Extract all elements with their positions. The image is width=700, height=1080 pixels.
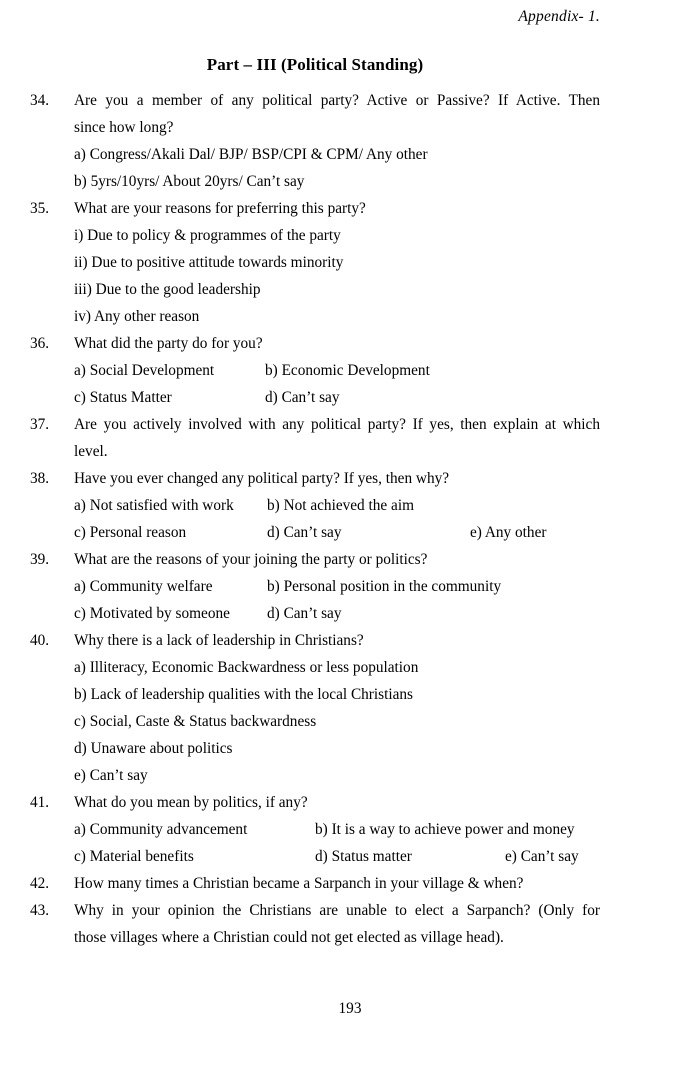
option-item: i) Due to policy & programmes of the party (74, 227, 341, 244)
question-number: 42. (30, 875, 50, 892)
question-number: 37. (30, 416, 50, 433)
option-row (30, 843, 600, 870)
question-text: What did the party do for you? (74, 335, 263, 352)
question-text: level. (74, 443, 108, 460)
option-row (30, 681, 600, 708)
option-row (30, 762, 600, 789)
question-number: 34. (30, 92, 50, 109)
page-number: 193 (338, 1000, 362, 1017)
question-number: 38. (30, 470, 50, 487)
option-row (30, 708, 600, 735)
question-line (30, 195, 600, 222)
question-text: Are you a member of any political party? Active or Passive? If Active. Then (74, 92, 600, 109)
question-line (30, 114, 600, 141)
question-line (30, 546, 600, 573)
question-line (30, 897, 600, 924)
question-text: Are you actively involved with any political party? If yes, then explain at which (74, 416, 600, 433)
question-line (30, 438, 600, 465)
option-item: b) Personal position in the community (267, 578, 502, 595)
option-row (30, 492, 600, 519)
option-row (30, 168, 600, 195)
question-text: those villages where a Christian could not get elected as village head). (74, 929, 504, 946)
option-item: iv) Any other reason (74, 308, 200, 325)
page-title: Part – III (Political Standing) (206, 55, 424, 74)
option-item: b) 5yrs/10yrs/ About 20yrs/ Can’t say (74, 173, 305, 190)
option-row (30, 141, 600, 168)
option-item: a) Community advancement (74, 821, 248, 838)
option-item: b) Not achieved the aim (267, 497, 414, 514)
option-row (30, 573, 600, 600)
option-item: iii) Due to the good leadership (74, 281, 261, 298)
option-row (30, 519, 600, 546)
option-item: a) Not satisfied with work (74, 497, 234, 514)
option-item: d) Unaware about politics (74, 740, 233, 757)
option-item: a) Community welfare (74, 578, 213, 595)
option-row (30, 384, 600, 411)
option-row (30, 222, 600, 249)
question-text: What are the reasons of your joining the party or politics? (74, 551, 428, 568)
question-text: Why there is a lack of leadership in Christians? (74, 632, 364, 649)
question-line (30, 870, 600, 897)
option-row (30, 600, 600, 627)
option-item: d) Can’t say (265, 389, 340, 406)
option-item: b) Economic Development (265, 362, 430, 379)
question-text: What do you mean by politics, if any? (74, 794, 308, 811)
question-number: 41. (30, 794, 50, 811)
option-row (30, 816, 600, 843)
option-item: d) Can’t say (267, 605, 342, 622)
option-item: c) Social, Caste & Status backwardness (74, 713, 317, 730)
option-item: d) Status matter (315, 848, 412, 865)
option-item: d) Can’t say (267, 524, 342, 541)
option-item: a) Congress/Akali Dal/ BJP/ BSP/CPI & CPM/ Any other (74, 146, 428, 163)
question-number: 40. (30, 632, 50, 649)
question-line (30, 789, 600, 816)
option-item: a) Illiteracy, Economic Backwardness or less population (74, 659, 419, 676)
option-row (30, 276, 600, 303)
question-line (30, 465, 600, 492)
question-line (30, 627, 600, 654)
option-item: b) It is a way to achieve power and money (315, 821, 575, 838)
option-row (30, 735, 600, 762)
question-line (30, 411, 600, 438)
question-number: 43. (30, 902, 50, 919)
option-item: ii) Due to positive attitude towards minority (74, 254, 344, 271)
question-number: 35. (30, 200, 50, 217)
option-item: e) Can’t say (505, 848, 579, 865)
questionnaire-body (30, 87, 600, 951)
option-row (30, 303, 600, 330)
option-item: e) Can’t say (74, 767, 148, 784)
option-item: c) Material benefits (74, 848, 194, 865)
option-item: b) Lack of leadership qualities with the local Christians (74, 686, 413, 703)
option-item: e) Any other (470, 524, 547, 541)
running-head: Appendix- 1. (518, 8, 600, 25)
question-text: How many times a Christian became a Sarpanch in your village & when? (74, 875, 524, 892)
question-text: What are your reasons for preferring this party? (74, 200, 366, 217)
option-row (30, 357, 600, 384)
question-line (30, 924, 600, 951)
option-item: c) Motivated by someone (74, 605, 230, 622)
option-item: a) Social Development (74, 362, 215, 379)
question-number: 39. (30, 551, 50, 568)
option-row (30, 249, 600, 276)
question-text: Have you ever changed any political party? If yes, then why? (74, 470, 450, 487)
question-text: Why in your opinion the Christians are unable to elect a Sarpanch? (Only for (74, 902, 600, 919)
option-item: c) Status Matter (74, 389, 172, 406)
question-text: since how long? (74, 119, 174, 136)
question-line (30, 330, 600, 357)
question-number: 36. (30, 335, 50, 352)
option-item: c) Personal reason (74, 524, 187, 541)
question-line (30, 87, 600, 114)
option-row (30, 654, 600, 681)
